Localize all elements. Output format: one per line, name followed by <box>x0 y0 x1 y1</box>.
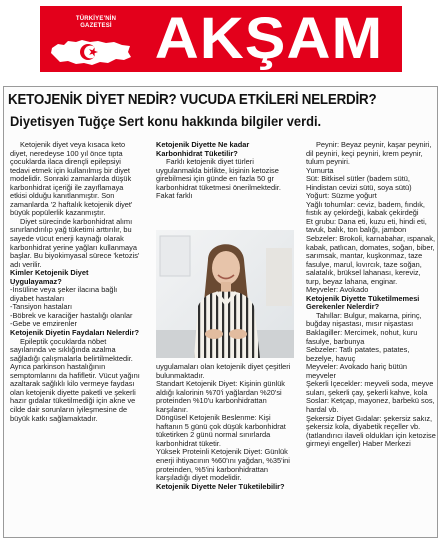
paragraph: Yüksek Proteinli Ketojenik Diyet: Günlük enerji ihtiyacının %60'ını yağdan, %35'ini proteinden, %5'ini karbonhidrattan karşıladığı diyet modelidir. <box>156 447 290 483</box>
section-heading: Ketojenik Diyette Ne kadar Karbonhidrat Tüketilir? <box>156 140 250 158</box>
masthead <box>40 6 402 72</box>
section-heading: Ketojenik Diyette Tüketilmemesi Gerekenler Nelerdir? <box>306 293 420 312</box>
paragraph: Yağlı tohumlar: ceviz, badem, fındık, fıstık ay çekirdeği, kabak çekirdeği <box>306 199 425 218</box>
masthead-emblem <box>44 10 132 68</box>
article <box>3 86 438 538</box>
masthead-tagline: TÜRKİYE'NİN GAZETESİ <box>75 16 117 29</box>
paragraph: Meyveler: Avokado <box>306 285 369 295</box>
author-photo <box>156 230 294 358</box>
paragraph: Diyet sürecinde karbonhidrat alımı sınırlandırılıp yağ tüketimi arttırılır, bu sayede vücut enerji kaynağı olarak karbonhidrat yerine yağları kullanmaya başlar. Bu biyokimyasal sürece 'ketozis' adı verilir. <box>10 216 140 269</box>
paragraph: Epileptik çocuklarda nöbet sayılarında ve sıklığında azalma sağladığı çalışmalarla belirtilmektedir. Ayrıca parkinson hastalığının semptomlarını da hafifletir. Vücut yağını azaltarak sağlıklı kilo vermeye faydası olan ketojenik diyette paketli ve şekerli hazır gıdalar tüketilmediği için akne ve cilde dair sorunların iyileşmesine de büyük katkı sağlamaktadır. <box>10 336 140 423</box>
paragraph: Farklı ketojenik diyet türleri uygulanmakla birlikte, kişinin ketozise girebilmesi için günde en fazla 50 gr karbonhidrat tüketmesi önerilmektedir. Fakat farklı <box>156 157 281 201</box>
paragraph: Yoğurt: Süzme yoğurt <box>306 191 377 201</box>
article-headline: KETOJENİK DİYET NEDİR? VUCUDA ETKİLERİ NELERDİR? <box>8 92 377 108</box>
article-column-2-continued <box>156 363 294 491</box>
paragraph: -Tansiyon hastaları <box>10 302 73 312</box>
paragraph: Tahıllar: Bulgur, makarna, pirinç, buğday nişastası, mısır nişastası <box>306 310 422 329</box>
paragraph: Şekerli İçecekler: meyveli soda, meyve suları, şekerli çay, şekerli kahve, kola <box>306 379 434 397</box>
paragraph: Meyveler: Avokado hariç bütün meyveler <box>306 362 407 380</box>
author-portrait-illustration <box>156 230 294 358</box>
paragraph: Baklagiller: Mercimek, nohut, kuru fasulye, barbunya <box>306 328 418 346</box>
article-column-3 <box>306 141 436 449</box>
article-column-2 <box>156 141 294 201</box>
paragraph: Sebzeler: Tatlı patates, patates, bezelye, havuç <box>306 345 410 363</box>
article-subhead: Diyetisyen Tuğçe Sert konu hakkında bilgiler verdi. <box>10 113 322 129</box>
article-column-1 <box>10 141 142 423</box>
paragraph: -İnsüline veya şeker ilacına bağlı diyabet hastaları <box>10 285 118 303</box>
paragraph: Et grubu: Dana eti, kuzu eti, hindi eti, tavuk, balık, ton balığı, jambon <box>306 216 427 235</box>
paragraph: Süt: Bitkisel sütler (badem sütü, Hindistan cevizi sütü, soya sütü) <box>306 174 412 192</box>
paragraph: Soslar: Ketçap, mayonez, barbekü sos, hardal vb. <box>306 396 435 414</box>
paragraph: uygulamaları olan ketojenik diyet çeşitleri bulunmaktadır. <box>156 362 291 380</box>
paragraph: Peynir: Beyaz peynir, kaşar peyniri, dil peyniri, keçi peyniri, krem peynir, tulum peyniri. <box>306 140 432 167</box>
paragraph: -Böbrek ve karaciğer hastalığı olanlar <box>10 310 133 320</box>
paragraph: Sebzeler: Brokoli, karnabahar, ıspanak, kabak, patlıcan, domates, soğan, biber, sarımsak, mantar, kuşkonmaz, taze fasulye, marul, kıvırcık, taze soğan, salatalık, brüksel lahanası, kereviz, turp, beyaz lahana, enginar. <box>306 234 436 286</box>
paragraph: Yumurta <box>306 165 334 175</box>
paragraph: -Gebe ve emzirenler <box>10 319 77 329</box>
masthead-brand: AKŞAM <box>154 6 384 71</box>
paragraph: Ketojenik diyet veya kısaca keto diyet, neredeyse 100 yıl önce tıpta çocuklarda ilaca dirençli epilepsiyi tedavi etmek için kullanılmış bir diyet modelidir. Sonraki zamanlarda düşük karbonhidrat içeriği ile zayıflamaya etkisi olduğu kanıtlanmıştır. Son zamanlarda '2 haftalık ketojenik diyet' büyük popülerlik kazanmıştır. <box>10 140 133 218</box>
section-heading: Kimler Ketojenik Diyet Uygulayamaz? <box>10 268 89 286</box>
paragraph: Şekersiz Diyet Gıdalar: şekersiz sakız, şekersiz kola, diyabetik reçeller vb. (tatlandırıcı ilaveli oldukları için ketozise girmeyi engeller) Haber Merkezi <box>306 413 436 449</box>
section-heading: Ketojenik Diyetin Faydaları Nelerdir? <box>10 328 139 338</box>
paragraph: Döngüsel Ketojenik Beslenme: Kişi haftanın 5 günü çok düşük karbonhidrat tüketirken 2 günü normal sınırlarda karbonhidrat tüketir. <box>156 413 286 448</box>
paragraph: Standart Ketojenik Diyet: Kişinin günlük aldığı kalorinin %70'i yağlardan %20'si proteinden %10'u karbonhidrattan karşılanır. <box>156 379 285 414</box>
section-heading: Ketojenik Diyette Neler Tüketilebilir? <box>156 481 285 491</box>
turkey-map-flag-icon <box>50 36 132 68</box>
